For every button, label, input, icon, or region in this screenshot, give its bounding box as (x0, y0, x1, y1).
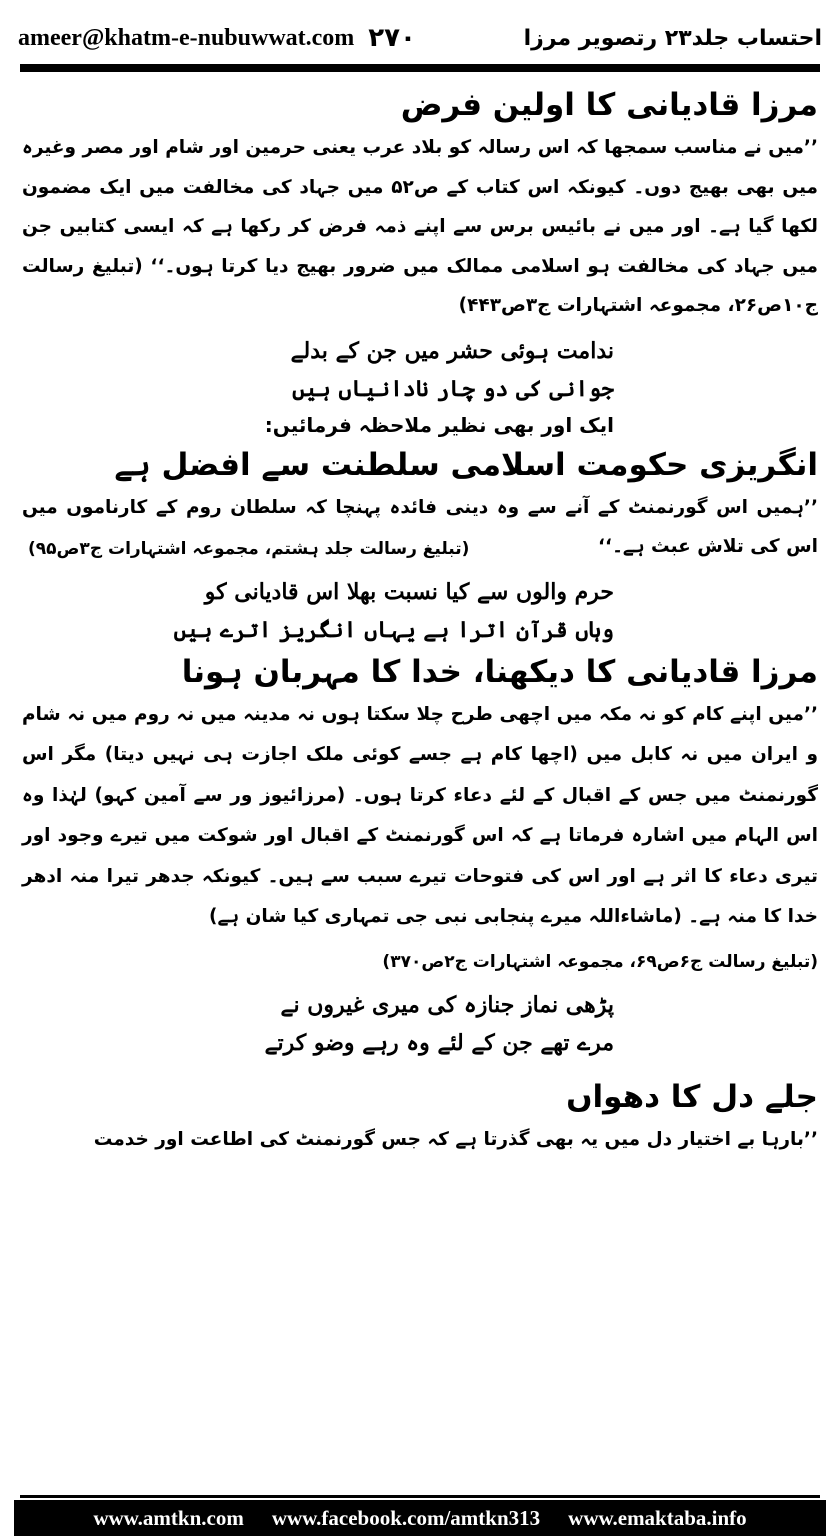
section-heading-4: جلے دل کا دھواں (566, 1078, 818, 1115)
section-paragraph-2: ’’ہمیں اس گورنمنٹ کے آنے سے وہ دینی فائدہ پہنچا کہ سلطان روم کے کارناموں میں اس کی تلاش عبث ہے۔‘‘ (22, 496, 818, 557)
followup-text: ایک اور بھی نظیر ملاحظہ فرمائیں: (264, 412, 614, 437)
reference-citation: (تبلیغ رسالت ج۶ص۶۹، مجموعہ اشتہارات ج۲ص۳۷۰) (382, 951, 818, 972)
footer-link-amtkn[interactable]: www.amtkn.com (93, 1505, 244, 1530)
header-rule (20, 64, 820, 72)
page-footer (14, 1500, 826, 1536)
book-title: احتساب جلد۲۳ رتصویر مرزا (523, 25, 822, 51)
section-paragraph-1: ’’میں نے مناسب سمجھا کہ اس رسالہ کو بلاد عرب یعنی حرمین اور شام اور مصر وغیرہ میں بھی بھیج دوں۔ کیونکہ اس کتاب کے ص۵۲ میں جہاد کی مخالفت میں ایک مضمون لکھا گیا ہے۔ اور میں نے بائیس برس سے اپنے ذمہ فرض کر رکھا ہے کہ ایسی کتابیں جن میں جہاد کی مخالفت ہو اسلامی ممالک میں ضرور بھیج دیا کرتا ہوں۔‘‘ (تبلیغ رسالت ج۱۰ص۲۶، مجموعہ اشتہارات ج۳ص۴۴۳) (22, 137, 818, 316)
footer-link-facebook[interactable]: www.facebook.com/amtkn313 (271, 1505, 541, 1530)
couplet-line: جوانی کی دو چار نادانیاں ہیں (292, 375, 614, 402)
footer-rule (20, 1495, 820, 1498)
section-heading-3: مرزا قادیانی کا دیکھنا، خدا کا مہربان ہونا (181, 653, 818, 690)
reference-citation: (تبلیغ رسالت جلد ہشتم، مجموعہ اشتہارات ج۳ص۹۵) (28, 538, 470, 559)
couplet-line: حرم والوں سے کیا نسبت بھلا اس قادیانی کو (204, 578, 614, 605)
footer-link-emaktaba[interactable]: www.emaktaba.info (568, 1505, 747, 1530)
couplet-line: مرے تھے جن کے لئے وہ رہے وضو کرتے (264, 1029, 614, 1056)
couplet-line: وہاں قرآن اترا ہے یہاں انگریز اترے ہیں (173, 616, 614, 643)
couplet-line: ندامت ہوئی حشر میں جن کے بدلے (290, 337, 614, 364)
page-header (18, 14, 822, 62)
page-body (22, 82, 818, 1482)
section-paragraph-3: ’’میں اپنے کام کو نہ مکہ میں اچھی طرح چلا سکتا ہوں نہ مدینہ میں نہ روم میں نہ شام و ایران میں نہ کابل میں (اچھا کام ہے جسے کوئی ملک اجازت ہی نہیں دیتا) مگر اس گورنمنٹ میں جس کے اقبال کے لئے دعاء کرتا ہوں۔ (مرزائیوز ور سے آمین کہو) لہٰذا وہ اس الہام میں اشارہ فرماتا ہے کہ اس گورنمنٹ کے اقبال اور شوکت میں تیرے وجود اور تیری دعاء کا اثر ہے اور اس کی فتوحات تیرے سبب سے ہیں۔ کیونکہ جدھر تیرا منہ ادھر خدا کا منہ ہے۔ (ماشاءاللہ میرے پنجابی نبی جی تمہاری کیا شان ہے) (22, 703, 818, 927)
section-heading-2: انگریزی حکومت اسلامی سلطنت سے افضل ہے (114, 446, 818, 483)
header-email[interactable]: ameer@khatm-e-nubuwwat.com (18, 24, 355, 51)
header-left (18, 23, 416, 53)
section-paragraph-4: ’’بارہا بے اختیار دل میں یہ بھی گذرتا ہے کہ جس گورنمنٹ کی اطاعت اور خدمت (93, 1128, 818, 1150)
couplet-line: پڑھی نماز جنازہ کی میری غیروں نے (280, 991, 614, 1018)
section-heading-1: مرزا قادیانی کا اولین فرض (400, 87, 818, 123)
page-number: ۲۷۰ (368, 23, 416, 53)
